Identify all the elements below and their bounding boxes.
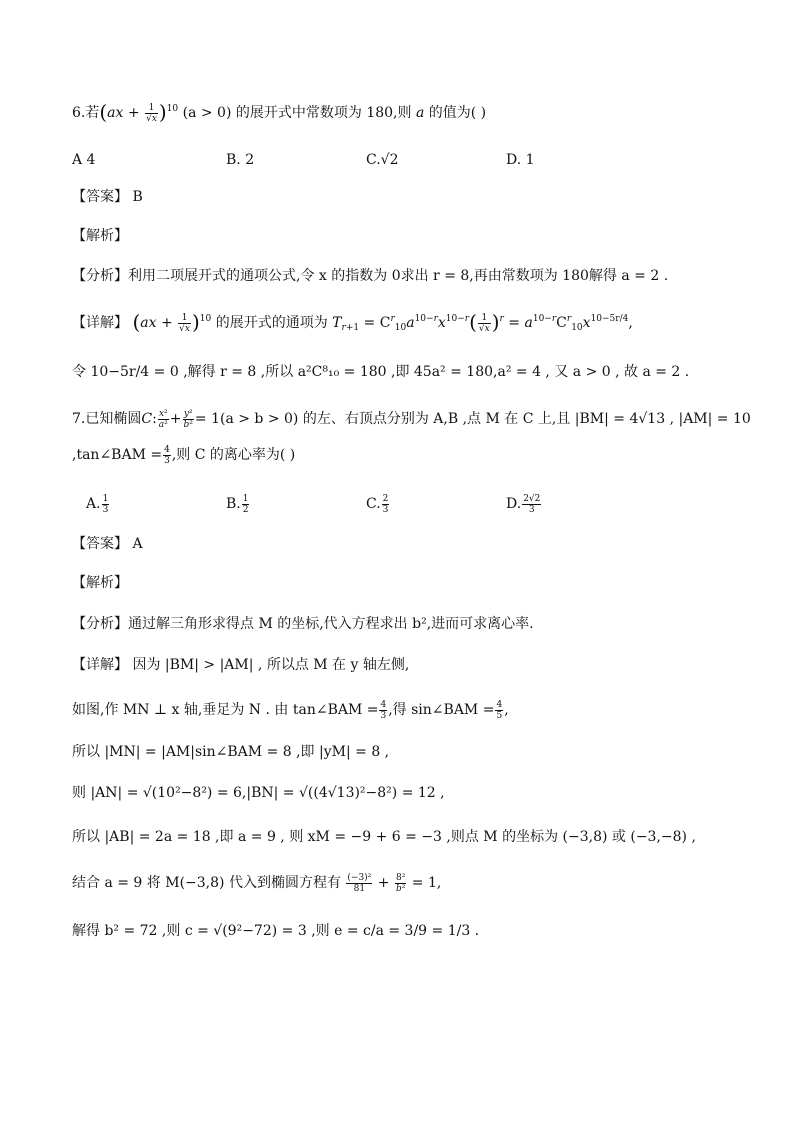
- q7-option-d[interactable]: D. $\frac{2√2}{3}$: [506, 493, 541, 515]
- q6-option-c[interactable]: C.√2: [366, 152, 399, 168]
- q7-line4: 所以 |AB| = 2a = 18 ,即 a = 9 , 则 xM = −9 + 6 = −3 ,则点 M 的坐标为 (−3,8) 或 (−3,−8) ,: [72, 829, 696, 845]
- q7-option-b[interactable]: B. $\frac{1}{2}$: [226, 493, 249, 515]
- q6-option-a[interactable]: A 4: [72, 152, 96, 168]
- q7-line5: 结合 a = 9 将 M(−3,8) 代入到椭圆方程有 $\frac{\text{(−3)²}}{81}$ + $\frac{\text{8²}}{\text{b²}}$ = 1,: [72, 872, 442, 894]
- q7-answer: 【答案】 A: [72, 536, 143, 552]
- q6-number: 6.: [72, 105, 86, 121]
- q6-option-b[interactable]: B. 2: [226, 152, 255, 168]
- q6-option-d[interactable]: D. 1: [506, 152, 535, 168]
- q7-line6: 解得 b² = 72 ,则 c = √(9²−72) = 3 ,则 e = c/a = 3/9 = 1/3 .: [72, 923, 480, 939]
- q6-fenxi: 【分析】利用二项展开式的通项公式,令 x 的指数为 0求出 r = 8,再由常数项为 180解得 a = 2 .: [72, 268, 669, 284]
- q7-number: 7.: [72, 411, 86, 427]
- q7-analysis-label: 【解析】: [72, 575, 128, 591]
- q7-option-a[interactable]: A. $\frac{1}{3}$: [86, 493, 109, 515]
- q6-xiangjie: 【详解】 (ax + $\frac{1}{√x}$ )$^{10}$ 的展开式的通项为 $T_{r+1} = C^r_{10}a^{10-r}x^{10-r}$( $\frac{1}{√x}$ )$^r = a^{10-r}C^r_{10}x^{10-5r/4}$,: [72, 310, 633, 334]
- q7-line3: 则 |AN| = √(10²−8²) = 6,|BN| = √((4√13)²−8²) = 12 ,: [72, 785, 445, 801]
- q7-xiangjie: 【详解】 因为 |BM| > |AM| , 所以点 M 在 y 轴左侧,: [72, 657, 410, 673]
- q7-option-c[interactable]: C. $\frac{2}{3}$: [366, 493, 389, 515]
- q6-last-line: 令 10−5r/4 = 0 ,解得 r = 8 ,所以 a²C⁸₁₀ = 180 ,即 45a² = 180,a² = 4 , 又 a > 0 , 故 a = 2 .: [72, 364, 690, 380]
- q7-line2: 所以 |MN| = |AM|sin∠BAM = 8 ,即 |yM| = 8 ,: [72, 744, 390, 760]
- q7-line1: 如图,作 MN ⊥ x 轴,垂足为 N . 由 tan∠BAM = $\frac{4}{3}$ ,得 sin∠BAM = $\frac{4}{5}$ ,: [72, 699, 509, 721]
- q6-analysis-label: 【解析】: [72, 228, 128, 244]
- q6-stem: 6.若(ax + $\frac{1}{√x}$ )$^{10}$ (a > 0) 的展开式中常数项为 180,则 a 的值为( ): [72, 100, 487, 124]
- q7-fenxi: 【分析】通过解三角形求得点 M 的坐标,代入方程求出 b²,进而可求离心率.: [72, 616, 534, 632]
- q6-answer: 【答案】 B: [72, 189, 143, 205]
- q7-stem: 7.已知椭圆C: $\frac{\text{x²}}{\text{a²}}$ + $\frac{\text{y²}}{\text{b²}}$ = 1(a > b > 0) 的左、右顶点分别为 A,B ,点 M 在 C 上,且 |BM| = 4√13 , |AM| = 10: [72, 408, 751, 430]
- q7-stem-line2: ,tan∠BAM = $\frac{4}{3}$ ,则 C 的离心率为( ): [72, 444, 296, 466]
